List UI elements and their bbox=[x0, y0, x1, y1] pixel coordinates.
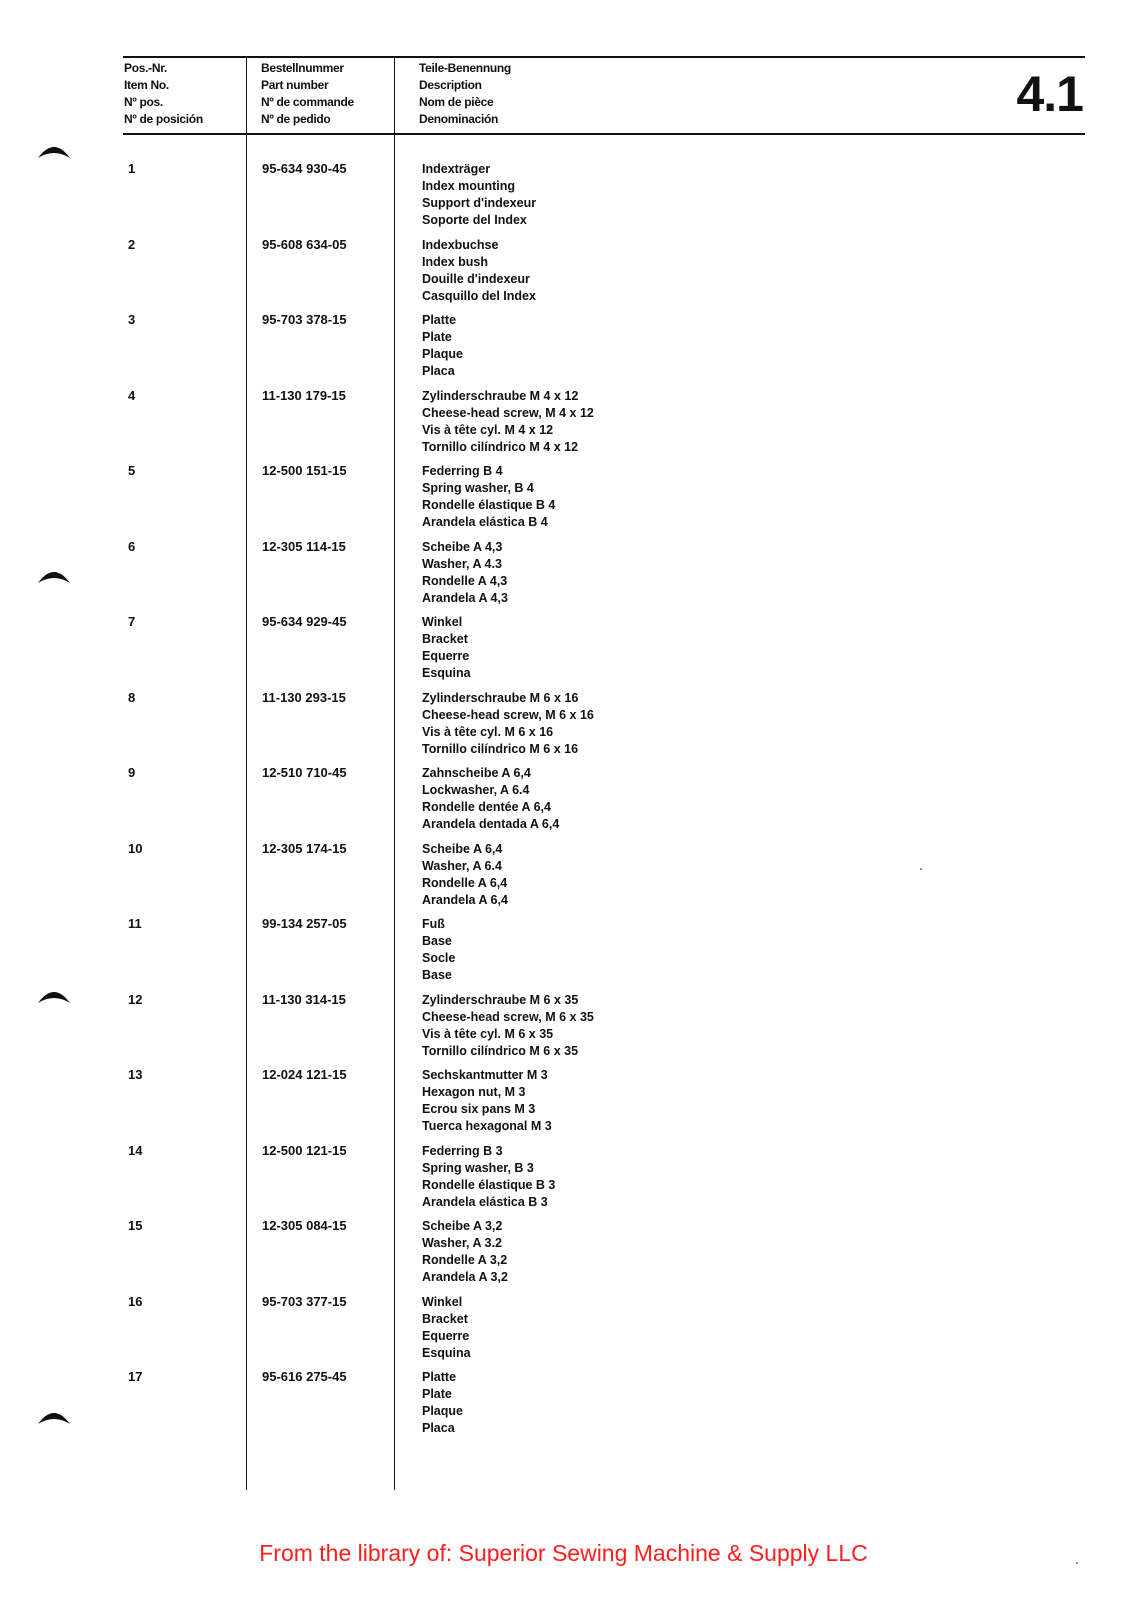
part-description bbox=[422, 463, 555, 531]
part-description bbox=[422, 237, 536, 305]
punch-hole-icon bbox=[36, 142, 72, 160]
part-number: 12-500 121-15 bbox=[262, 1142, 347, 1158]
header-position-fr: Nº pos. bbox=[124, 95, 163, 109]
header-bottom-rule bbox=[123, 133, 1085, 135]
description-fr: Equerre bbox=[422, 649, 470, 663]
part-description bbox=[422, 916, 455, 984]
item-position: 7 bbox=[128, 614, 136, 629]
table-row bbox=[0, 1218, 1127, 1293]
description-es: Arandela elástica B 3 bbox=[422, 1194, 548, 1209]
header-position-column bbox=[124, 60, 203, 128]
description-de: Scheibe A 3,2 bbox=[422, 1219, 503, 1233]
description-fr: Vis à tête cyl. M 4 x 12 bbox=[422, 422, 554, 437]
description-en: Spring washer, B 4 bbox=[422, 481, 534, 495]
part-number: 11-130 293-15 bbox=[262, 689, 346, 705]
table-row bbox=[0, 841, 1127, 916]
description-en: Washer, A 3.2 bbox=[422, 1236, 502, 1250]
description-fr: Vis à tête cyl. M 6 x 35 bbox=[422, 1026, 554, 1041]
part-number: 95-703 378-15 bbox=[262, 312, 347, 327]
description-es: Soporte del Index bbox=[422, 213, 527, 227]
description-fr: Rondelle A 4,3 bbox=[422, 573, 508, 588]
description-de: Scheibe A 4,3 bbox=[422, 539, 503, 554]
description-de: Sechskantmutter M 3 bbox=[422, 1068, 548, 1082]
header-part-number-column bbox=[261, 60, 354, 128]
header-desc-fr: Nom de pièce bbox=[419, 95, 494, 109]
description-en: Lockwasher, A 6.4 bbox=[422, 783, 530, 797]
item-position: 14 bbox=[128, 1142, 143, 1158]
part-number: 12-305 114-15 bbox=[262, 538, 346, 554]
part-number: 12-500 151-15 bbox=[262, 463, 347, 478]
item-position: 1 bbox=[128, 161, 136, 176]
description-en: Bracket bbox=[422, 1311, 468, 1326]
description-fr: Douille d'indexeur bbox=[422, 271, 530, 286]
item-position: 17 bbox=[128, 1369, 143, 1384]
part-description bbox=[422, 1143, 555, 1211]
description-de: Platte bbox=[422, 313, 457, 327]
description-de: Zylinderschraube M 6 x 35 bbox=[422, 992, 579, 1007]
description-en: Spring washer, B 3 bbox=[422, 1160, 534, 1175]
description-en: Cheese-head screw, M 6 x 35 bbox=[422, 1009, 594, 1024]
description-en: Index bush bbox=[422, 254, 488, 269]
description-es: Casquillo del Index bbox=[422, 288, 536, 303]
item-position: 16 bbox=[128, 1293, 143, 1309]
part-description bbox=[422, 1294, 471, 1362]
table-row bbox=[0, 539, 1127, 614]
header-part-fr: Nº de commande bbox=[261, 95, 354, 109]
description-fr: Support d'indexeur bbox=[422, 196, 537, 210]
header-part-es: Nº de pedido bbox=[261, 112, 331, 126]
part-number: 12-305 174-15 bbox=[262, 840, 347, 856]
description-de: Platte bbox=[422, 1370, 457, 1384]
punch-hole-icon bbox=[36, 1408, 72, 1426]
description-de: Federring B 3 bbox=[422, 1143, 503, 1158]
table-row bbox=[0, 765, 1127, 840]
description-es: Arandela A 6,4 bbox=[422, 892, 508, 907]
part-number: 12-305 084-15 bbox=[262, 1218, 347, 1233]
description-en: Cheese-head screw, M 4 x 12 bbox=[422, 405, 594, 420]
description-en: Washer, A 4.3 bbox=[422, 556, 502, 571]
description-es: Arandela A 3,2 bbox=[422, 1270, 508, 1284]
item-position: 2 bbox=[128, 236, 136, 252]
part-description bbox=[422, 312, 463, 380]
header-part-en: Part number bbox=[261, 78, 329, 92]
description-en: Cheese-head screw, M 6 x 16 bbox=[422, 707, 594, 722]
description-en: Bracket bbox=[422, 632, 468, 646]
header-position-en: Item No. bbox=[124, 78, 169, 92]
header-part-de: Bestellnummer bbox=[261, 61, 344, 75]
table-row bbox=[0, 992, 1127, 1067]
description-es: Base bbox=[422, 968, 452, 982]
item-position: 11 bbox=[128, 916, 142, 931]
description-de: Winkel bbox=[422, 615, 463, 629]
part-description bbox=[422, 388, 594, 456]
table-row bbox=[0, 1143, 1127, 1218]
table-row bbox=[0, 237, 1127, 312]
part-number: 12-024 121-15 bbox=[262, 1067, 347, 1082]
header-desc-de: Teile-Benennung bbox=[419, 61, 511, 75]
description-es: Placa bbox=[422, 364, 455, 378]
table-row bbox=[0, 1067, 1127, 1142]
description-es: Placa bbox=[422, 1421, 455, 1435]
description-es: Arandela elástica B 4 bbox=[422, 515, 548, 529]
description-fr: Rondelle dentée A 6,4 bbox=[422, 800, 551, 814]
description-en: Index mounting bbox=[422, 179, 516, 193]
description-de: Zylinderschraube M 6 x 16 bbox=[422, 690, 579, 705]
part-description bbox=[422, 690, 594, 758]
table-row bbox=[0, 161, 1127, 236]
part-number: 95-634 930-45 bbox=[262, 161, 347, 176]
description-fr: Socle bbox=[422, 951, 456, 965]
description-fr: Vis à tête cyl. M 6 x 16 bbox=[422, 724, 554, 739]
item-position: 12 bbox=[128, 991, 143, 1007]
description-en: Base bbox=[422, 934, 452, 948]
section-number: 4.1 bbox=[1016, 66, 1083, 122]
description-es: Tornillo cilíndrico M 4 x 12 bbox=[422, 439, 579, 454]
item-position: 13 bbox=[128, 1067, 143, 1082]
description-es: Tornillo cilíndrico M 6 x 16 bbox=[422, 741, 579, 756]
description-es: Tornillo cilíndrico M 6 x 35 bbox=[422, 1043, 579, 1058]
table-row bbox=[0, 463, 1127, 538]
description-es: Arandela A 4,3 bbox=[422, 590, 508, 605]
header-position-es: Nº de posición bbox=[124, 112, 203, 126]
description-de: Indexbuchse bbox=[422, 237, 499, 252]
header-desc-en: Description bbox=[419, 78, 482, 92]
part-description bbox=[422, 1067, 552, 1135]
table-row bbox=[0, 614, 1127, 689]
description-de: Zylinderschraube M 4 x 12 bbox=[422, 388, 579, 403]
part-number: 11-130 314-15 bbox=[262, 991, 346, 1007]
part-number: 95-634 929-45 bbox=[262, 614, 347, 629]
part-description bbox=[422, 841, 508, 909]
description-es: Arandela dentada A 6,4 bbox=[422, 817, 560, 831]
part-description bbox=[422, 539, 508, 607]
description-fr: Ecrou six pans M 3 bbox=[422, 1102, 536, 1116]
table-row bbox=[0, 312, 1127, 387]
part-number: 95-608 634-05 bbox=[262, 236, 347, 252]
description-de: Winkel bbox=[422, 1294, 463, 1309]
table-row bbox=[0, 1294, 1127, 1369]
description-fr: Equerre bbox=[422, 1328, 470, 1343]
part-description bbox=[422, 161, 536, 229]
description-es: Esquina bbox=[422, 1345, 471, 1360]
description-es: Esquina bbox=[422, 666, 471, 680]
header-desc-es: Denominación bbox=[419, 112, 499, 126]
punch-hole-icon bbox=[36, 567, 72, 585]
item-position: 10 bbox=[128, 840, 143, 856]
description-de: Fuß bbox=[422, 917, 445, 931]
table-row bbox=[0, 388, 1127, 463]
item-position: 8 bbox=[128, 689, 136, 705]
punch-hole-icon bbox=[36, 987, 72, 1005]
table-row bbox=[0, 690, 1127, 765]
description-en: Plate bbox=[422, 1387, 452, 1401]
description-de: Indexträger bbox=[422, 162, 491, 176]
description-fr: Plaque bbox=[422, 347, 463, 361]
description-en: Hexagon nut, M 3 bbox=[422, 1085, 526, 1099]
header-top-rule bbox=[123, 56, 1085, 58]
description-de: Zahnscheibe A 6,4 bbox=[422, 766, 531, 780]
description-de: Scheibe A 6,4 bbox=[422, 841, 503, 856]
part-description bbox=[422, 614, 471, 682]
part-number: 99-134 257-05 bbox=[262, 916, 347, 931]
table-row bbox=[0, 1369, 1127, 1444]
description-en: Washer, A 6.4 bbox=[422, 858, 502, 873]
item-position: 4 bbox=[128, 387, 136, 403]
description-fr: Rondelle élastique B 4 bbox=[422, 498, 556, 512]
part-description bbox=[422, 992, 594, 1060]
description-fr: Rondelle A 6,4 bbox=[422, 875, 508, 890]
header-description-column bbox=[419, 60, 511, 128]
part-description bbox=[422, 1369, 463, 1437]
scan-speck bbox=[920, 868, 922, 870]
header-position-de: Pos.-Nr. bbox=[124, 61, 167, 75]
description-es: Tuerca hexagonal M 3 bbox=[422, 1119, 552, 1133]
item-position: 15 bbox=[128, 1218, 143, 1233]
part-description bbox=[422, 765, 559, 833]
description-de: Federring B 4 bbox=[422, 464, 503, 478]
part-number: 95-616 275-45 bbox=[262, 1369, 347, 1384]
description-en: Plate bbox=[422, 330, 452, 344]
part-number: 11-130 179-15 bbox=[262, 387, 346, 403]
library-footer: From the library of: Superior Sewing Machine & Supply LLC bbox=[259, 1540, 868, 1566]
part-number: 95-703 377-15 bbox=[262, 1293, 347, 1309]
item-position: 6 bbox=[128, 538, 136, 554]
table-row bbox=[0, 916, 1127, 991]
item-position: 9 bbox=[128, 765, 136, 780]
description-fr: Rondelle A 3,2 bbox=[422, 1253, 508, 1267]
description-fr: Rondelle élastique B 3 bbox=[422, 1177, 556, 1192]
item-position: 5 bbox=[128, 463, 136, 478]
part-description bbox=[422, 1218, 508, 1286]
part-number: 12-510 710-45 bbox=[262, 765, 347, 780]
description-fr: Plaque bbox=[422, 1404, 463, 1418]
item-position: 3 bbox=[128, 312, 136, 327]
